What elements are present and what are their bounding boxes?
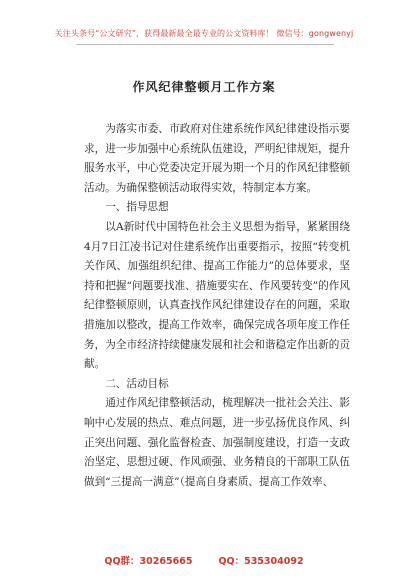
section-heading-activity-goals: 二、活动目标 [105, 377, 169, 390]
footer-qq-group: QQ群：30265665 [104, 556, 193, 567]
document-title: 作风纪律整顿月工作方案 [132, 80, 276, 94]
section-heading-guiding-ideology: 一、指导思想 [105, 201, 169, 214]
footer-contact [0, 553, 408, 567]
section-paragraph-guiding-ideology: 以A新时代中国特色社会主义思想为指导，紧紧围绕4月7日江凌书记对住建系统作出重要指示，按照“转变机关作风、加强组织纪律、提高工作能力”的总体要求，坚持和把握“问题要找准、措施要实在、作风要转变”的作风纪律整顿原则，认真查找作风纪律建设存在的问题，采取措施加以整改，提高工作效率，确保完成各项年度工作任务，为全市经济持续健康发展和社会和谐稳定作出新的贡献。 [84, 220, 350, 371]
intro-paragraph: 为落实市委、市政府对住建系统作风纪律建设指示要求，进一步加强中心系统队伍建设，严明纪律规矩，提升服务水平，中心党委决定开展为期一个月的作风纪律整顿活动。为确保整顿活动取得实效，特制定本方案。 [84, 123, 350, 194]
header-divider [76, 44, 334, 45]
header-banner: 关注头条号“公文研究”，获得最新最全最专业的公文资料库！ 微信号：gongwenyj [54, 29, 354, 38]
section-paragraph-activity-goals: 通过作风纪律整顿活动，梳理解决一批社会关注、影响中心发展的热点、难点问题，进一步弘扬优良作风、纠正突出问题、强化监督检查、加强制度建设，打造一支政治坚定、思想过硬、作风顽强、业务精良的干部职工队伍做到“三提高一满意”（提高自身素质、提高工作效率、 [84, 397, 350, 488]
footer-qq-number: QQ：535304092 [218, 556, 304, 567]
document-body [84, 120, 350, 492]
